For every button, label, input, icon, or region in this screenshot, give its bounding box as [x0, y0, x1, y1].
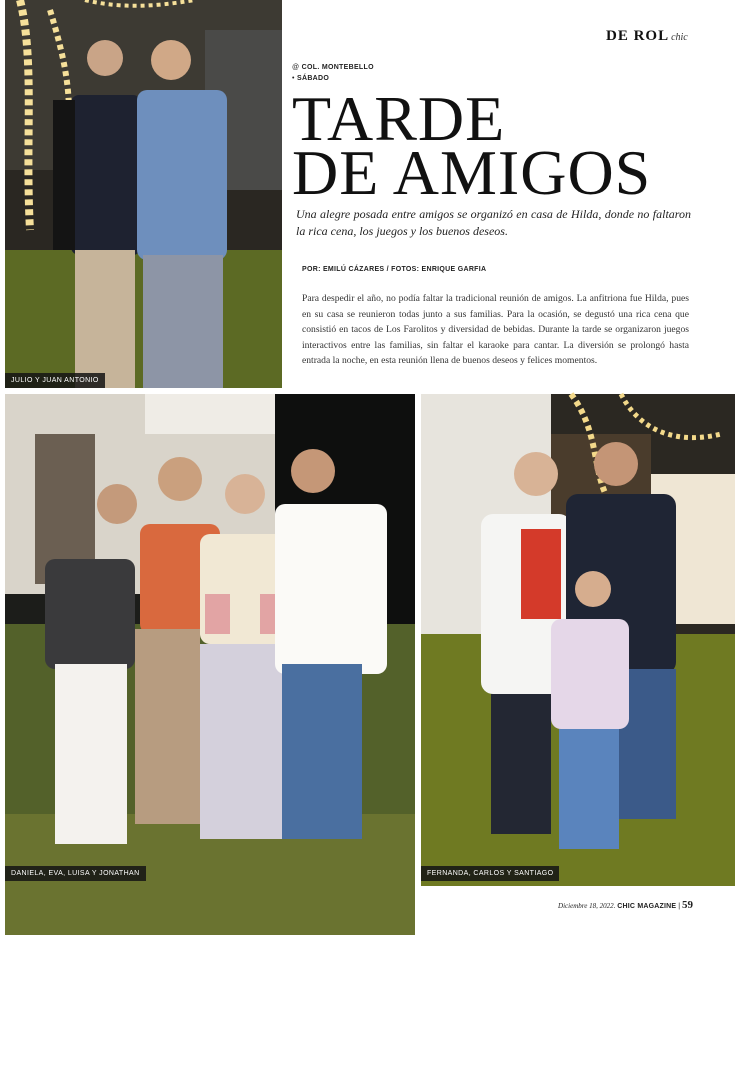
section-name: DE ROL [606, 28, 670, 44]
quote-text: Muy contentos de estar aquí y de poder desearles lo mejor a todos”. [67, 1032, 297, 1059]
page-number: 59 [682, 899, 693, 911]
event-location: @ COL. MONTEBELLO [292, 64, 374, 71]
article-body: Para despedir el año, no podía faltar la tradicional reunión de amigos. La anfitriona fue Hilda, pues en su casa se reunieron todas junto a sus familias. Para la ocasión, se degustó una rica cena que consistió en tacos de Los Farolitos y diversidad de bebidas. Durante la tarde se organizaron juegos interactivos entre las familias, sin faltar el karaoke para cantar. La diversión se prolongó hasta entrada la noche, en esta reunión llena de buenos deseos y felices momentos. [302, 293, 689, 366]
photo-fernanda-carlos-santiago [421, 394, 735, 886]
article-title-line1: TARDE [292, 83, 506, 154]
footer-date: Diciembre 18, 2022. [558, 902, 616, 910]
section-subname: chic [671, 32, 688, 43]
footer-magazine: CHIC MAGAZINE [617, 903, 677, 910]
event-day: • SÁBADO [292, 75, 330, 82]
article-lede: Una alegre posada entre amigos se organizó en casa de Hilda, donde no faltaron la rica cena, los juegos y los buenos deseos. [296, 207, 691, 238]
pull-quote [67, 1031, 297, 1079]
section-tag [606, 27, 688, 45]
photo-caption: JULIO Y JUAN ANTONIO [5, 373, 105, 388]
article-byline: POR: EMILÚ CÁZARES / FOTOS: ENRIQUE GARFIA [302, 266, 487, 273]
photo-caption: DANIELA, EVA, LUISA Y JONATHAN [5, 866, 146, 881]
photo-caption: FERNANDA, CARLOS Y SANTIAGO [421, 866, 559, 881]
quote-attribution: HILDA [170, 1068, 194, 1074]
photo-daniela-eva-luisa-jonathan [5, 394, 415, 1074]
page-footer [558, 899, 693, 911]
bullet-icon: • [292, 75, 297, 82]
at-sign-icon: @ [292, 64, 302, 71]
footer-divider: | [678, 903, 682, 910]
photo-julio-juan-antonio [5, 0, 282, 388]
article-title-line2: DE AMIGOS [292, 137, 652, 208]
